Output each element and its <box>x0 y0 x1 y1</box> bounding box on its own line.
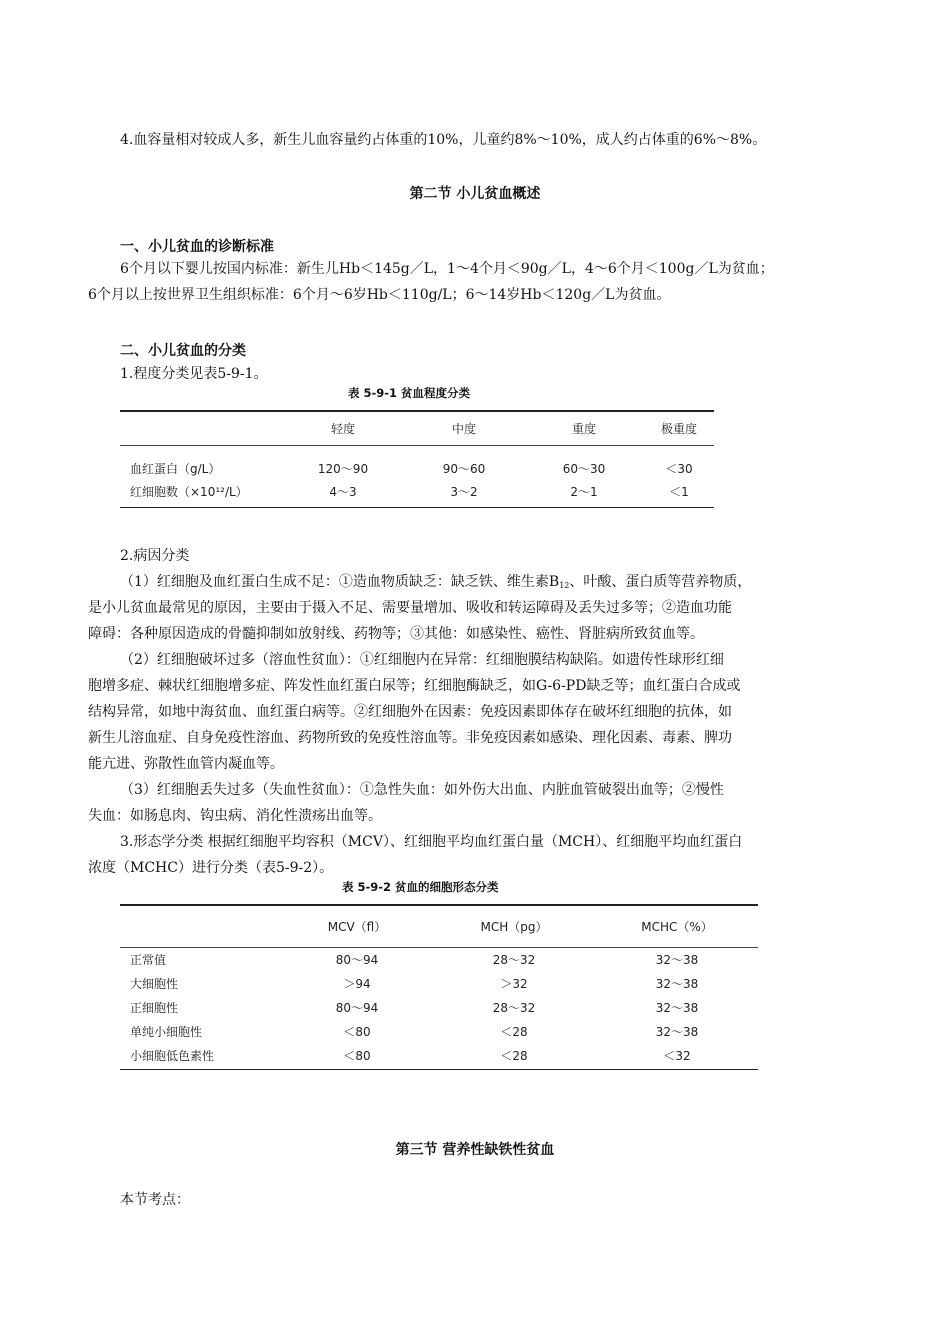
table-cell: 32～38 <box>655 1000 699 1015</box>
table-header-cell: MCHC（%） <box>641 919 713 934</box>
cause-1-text-a: （1）红细胞及血红蛋白生成不足：①造血物质缺乏：缺乏铁、维生素B <box>120 574 560 590</box>
table-header-cell: 重度 <box>571 421 596 436</box>
heading-diagnostic-criteria: 一、小儿贫血的诊断标准 <box>120 239 274 255</box>
table-cell: 28～32 <box>492 952 536 967</box>
row-label: 大细胞性 <box>130 976 179 991</box>
table-header-cell: 轻度 <box>330 421 355 436</box>
b12-subscript: 12 <box>559 581 570 590</box>
table-cell: 80～94 <box>335 952 379 967</box>
table-header-cell: 极重度 <box>660 421 697 436</box>
cause-2-line-2: 胞增多症、棘状红细胞增多症、阵发性血红蛋白尿等；红细胞酶缺乏，如G-6-PD缺乏等；血红蛋白合成或 <box>88 678 741 694</box>
blood-volume-paragraph: 4.血容量相对较成人多，新生儿血容量约占体重的10%，儿童约8%～10%，成人约占体重的6%～8%。 <box>120 132 767 148</box>
table-1-caption: 表 5-9-1 贫血程度分类 <box>348 386 471 400</box>
cause-1-line-2: 是小儿贫血最常见的原因，主要由于摄入不足、需要量增加、吸收和转运障碍及丢失过多等；②造血功能 <box>88 600 732 616</box>
row-label: 正细胞性 <box>130 1000 179 1015</box>
cause-1-line-3: 障碍：各种原因造成的骨髓抑制如放射线、药物等；③其他：如感染性、癌性、肾脏病所致贫血等。 <box>88 626 704 642</box>
section-2-title: 第二节 小儿贫血概述 <box>409 186 541 202</box>
degree-classification-paragraph: 1.程度分类见表5-9-1。 <box>120 366 268 382</box>
morphology-line-1: 3.形态学分类 根据红细胞平均容积（MCV）、红细胞平均血红蛋白量（MCH）、红细胞平均血红蛋白 <box>120 834 743 850</box>
table-row <box>120 477 714 507</box>
cause-2-line-1: （2）红细胞破坏过多（溶血性贫血）：①红细胞内在异常：红细胞膜结构缺陷。如遗传性球形红细 <box>120 652 724 668</box>
table-header-cell: MCV（fl） <box>327 919 387 934</box>
table-cell: 80～94 <box>335 1000 379 1015</box>
table-cell: 32～38 <box>655 1024 699 1039</box>
table-cell: 2～1 <box>570 485 598 500</box>
table-row <box>120 1019 758 1043</box>
table-header-row <box>120 411 714 445</box>
table-cell: 32～38 <box>655 976 699 991</box>
table-2-caption: 表 5-9-2 贫血的细胞形态分类 <box>342 880 499 894</box>
section-3-title: 第三节 营养性缺铁性贫血 <box>395 1142 555 1158</box>
cause-2-line-4: 新生儿溶血症、自身免疫性溶血、药物所致的免疫性溶血等。非免疫因素如感染、理化因素、毒素、脾功 <box>88 730 732 746</box>
table-row <box>120 995 758 1019</box>
diagnostic-line-1: 6个月以下婴儿按国内标准：新生儿Hb＜145g／L，1～4个月＜90g／L，4～6个月＜100g／L为贫血； <box>120 261 774 277</box>
table-cell: 120～90 <box>317 462 369 476</box>
row-label: 正常值 <box>130 952 167 967</box>
table-cell: ＜80 <box>343 1024 371 1039</box>
table-cell: ＜80 <box>343 1049 371 1064</box>
row-label: 小细胞低色素性 <box>130 1049 215 1064</box>
heading-classification: 二、小儿贫血的分类 <box>120 343 246 359</box>
diagnostic-line-2: 6个月以上按世界卫生组织标准：6个月～6岁Hb＜110g/L；6～14岁Hb＜120g／L为贫血。 <box>88 287 671 303</box>
table-row <box>120 1043 758 1069</box>
cause-3-line-2: 失血：如肠息肉、钩虫病、消化性溃疡出血等。 <box>88 808 382 824</box>
table-cell: ＜30 <box>665 462 693 476</box>
table-header-cell: MCH（pg） <box>480 919 548 934</box>
table-cell: 60～30 <box>562 462 606 476</box>
morphology-table <box>120 904 758 1070</box>
table-row <box>120 947 758 971</box>
table-row <box>120 445 714 477</box>
table-row <box>120 971 758 995</box>
row-label: 血红蛋白（g/L） <box>130 462 221 476</box>
table-header-row <box>120 905 758 947</box>
section-3-points-label: 本节考点： <box>120 1192 190 1208</box>
table-cell: ＞94 <box>343 976 371 991</box>
table-cell: 4～3 <box>329 485 357 500</box>
table-cell: ＜1 <box>669 485 689 500</box>
row-label: 红细胞数（×10¹²/L） <box>130 485 248 500</box>
table-cell: ＜28 <box>500 1024 528 1039</box>
cause-classification-title: 2.病因分类 <box>120 548 190 564</box>
table-header-cell <box>120 411 282 445</box>
table-cell: 90～60 <box>442 462 486 476</box>
cause-1-text-b: 、叶酸、蛋白质等营养物质， <box>569 574 752 590</box>
morphology-line-2: 浓度（MCHC）进行分类（表5-9-2）。 <box>88 860 334 876</box>
table-cell: 3～2 <box>450 485 478 500</box>
table-cell: ＜32 <box>663 1049 691 1064</box>
cause-2-line-3: 结构异常，如地中海贫血、血红蛋白病等。②红细胞外在因素：免疫因素即体存在破坏红细胞的抗体，如 <box>88 704 732 720</box>
table-cell: 28～32 <box>492 1000 536 1015</box>
table-cell: ＞32 <box>500 976 528 991</box>
cause-3-line-1: （3）红细胞丢失过多（失血性贫血）：①急性失血：如外伤大出血、内脏血管破裂出血等；②慢性 <box>120 782 724 798</box>
table-cell: ＜28 <box>500 1049 528 1064</box>
table-cell: 32～38 <box>655 952 699 967</box>
table-header-cell: 中度 <box>451 421 476 436</box>
table-header-cell <box>120 905 282 947</box>
row-label: 单纯小细胞性 <box>130 1024 203 1039</box>
anemia-degree-table <box>120 410 714 508</box>
cause-2-line-5: 能亢进、弥散性血管内凝血等。 <box>88 756 284 772</box>
